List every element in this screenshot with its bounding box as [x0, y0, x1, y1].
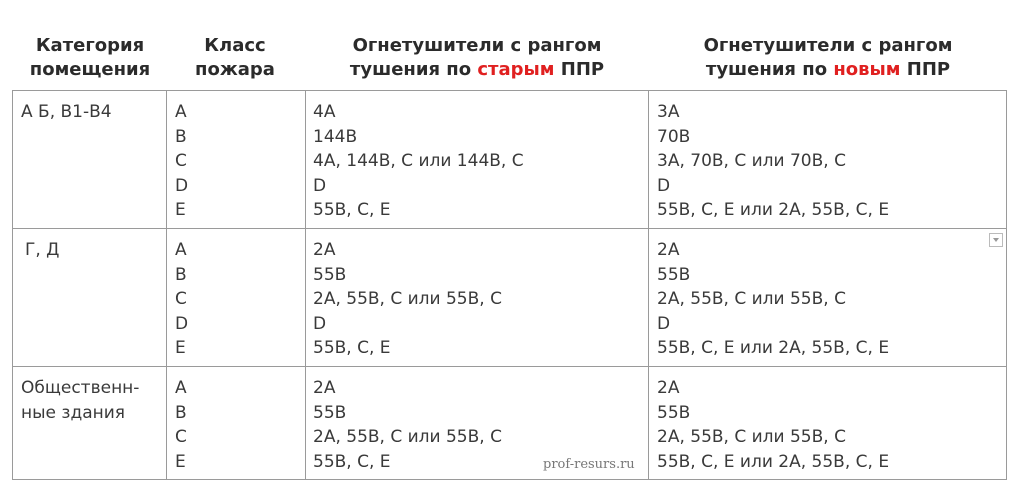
row3-category-cell — [21, 376, 139, 425]
header-category-line1: Категория — [35, 35, 145, 56]
row1-new-value: 3A — [657, 102, 680, 122]
row2-class: D — [175, 313, 189, 334]
row3-old-value: 2A, 55B, C или 55B, C — [313, 427, 502, 448]
header-new-line2 — [650, 58, 1006, 82]
header-old-line1: Огнетушители с рангом — [352, 35, 602, 56]
row-divider-1 — [12, 228, 1007, 229]
header-category-line2: помещения — [29, 59, 151, 80]
row1-old-value: 55B, C, E — [313, 200, 391, 221]
row2-category: Г, Д — [25, 240, 60, 260]
watermark: prof-resurs.ru — [543, 457, 635, 472]
row3-new-value: 2A — [657, 378, 680, 398]
row1-new-value: D — [657, 175, 671, 196]
row1-old-value: D — [313, 175, 327, 196]
header-category — [20, 34, 160, 82]
row2-class: A — [175, 240, 187, 260]
header-old-post: ППР — [554, 59, 605, 80]
row3-new-value: 55B — [657, 402, 691, 423]
row2-old-value: 55B — [313, 264, 347, 285]
row2-class: C — [175, 289, 187, 310]
row1-new-value: 55B, C, E или 2A, 55B, C, E — [657, 200, 890, 221]
table-border-top — [12, 90, 1007, 91]
header-new-rules — [650, 34, 1006, 82]
row2-old-value: 2A — [313, 240, 336, 260]
row2-class: B — [175, 264, 187, 285]
row2-old-cell — [313, 238, 502, 361]
row3-class: A — [175, 378, 187, 398]
row1-class: C — [175, 151, 187, 172]
row1-new-value: 70B — [657, 126, 691, 147]
row1-old-cell — [313, 100, 524, 223]
row3-class: B — [175, 402, 187, 423]
row3-class: C — [175, 427, 187, 448]
row-divider-2 — [12, 366, 1007, 367]
header-old-rules — [306, 34, 648, 82]
table-border-bottom — [12, 479, 1007, 480]
header-old-emph: старым — [477, 59, 555, 80]
header-new-pre: тушения по — [705, 59, 834, 80]
row2-classes-cell — [175, 238, 188, 361]
row2-old-value: 55B, C, E — [313, 338, 391, 359]
row1-new-cell — [657, 100, 889, 223]
col-divider-1 — [166, 90, 167, 480]
row1-class: A — [175, 102, 187, 122]
row1-old-value: 4A, 144B, C или 144B, C — [313, 151, 524, 172]
row1-category-cell — [21, 100, 112, 125]
row1-classes-cell — [175, 100, 188, 223]
row1-class: E — [175, 200, 186, 221]
col-divider-2 — [305, 90, 306, 480]
row3-classes-cell — [175, 376, 187, 474]
col-divider-3 — [648, 90, 649, 480]
header-new-line1: Огнетушители с рангом — [703, 35, 953, 56]
row1-category: А Б, В1-В4 — [21, 102, 112, 122]
row1-class: B — [175, 126, 187, 147]
row2-new-value: 55B — [657, 264, 691, 285]
row1-old-value: 144B — [313, 126, 358, 147]
row3-new-value: 55B, C, E или 2A, 55B, C, E — [657, 451, 890, 472]
row3-class: E — [175, 451, 186, 472]
header-old-line2 — [306, 58, 648, 82]
row2-new-value: D — [657, 313, 671, 334]
row2-new-value: 2A, 55B, C или 55B, C — [657, 289, 846, 310]
row2-class: E — [175, 338, 186, 359]
header-new-post: ППР — [900, 59, 951, 80]
table-border-left — [12, 90, 13, 480]
row2-category-cell — [25, 238, 59, 263]
row3-category-line: Общественн- — [21, 378, 140, 398]
row3-old-value: 2A — [313, 378, 336, 398]
row1-class: D — [175, 175, 189, 196]
row2-new-value: 2A — [657, 240, 680, 260]
header-fire-class — [180, 34, 290, 82]
row2-new-value: 55B, C, E или 2A, 55B, C, E — [657, 338, 890, 359]
row3-new-cell — [657, 376, 889, 474]
chevron-down-icon[interactable] — [989, 233, 1003, 247]
row1-old-value: 4A — [313, 102, 336, 122]
row3-new-value: 2A, 55B, C или 55B, C — [657, 427, 846, 448]
row3-old-value: 55B, C, E — [313, 451, 391, 472]
row2-old-value: D — [313, 313, 327, 334]
header-new-emph: новым — [833, 59, 901, 80]
header-fire-class-line1: Класс — [204, 35, 266, 56]
header-fire-class-line2: пожара — [195, 59, 275, 80]
row2-new-cell — [657, 238, 889, 361]
row2-old-value: 2A, 55B, C или 55B, C — [313, 289, 502, 310]
row1-new-value: 3A, 70B, C или 70B, C — [657, 151, 846, 172]
row3-old-value: 55B — [313, 402, 347, 423]
row3-old-cell — [313, 376, 502, 474]
row3-category-line: ные здания — [21, 402, 126, 423]
table-border-right — [1006, 90, 1007, 480]
header-old-pre: тушения по — [349, 59, 478, 80]
